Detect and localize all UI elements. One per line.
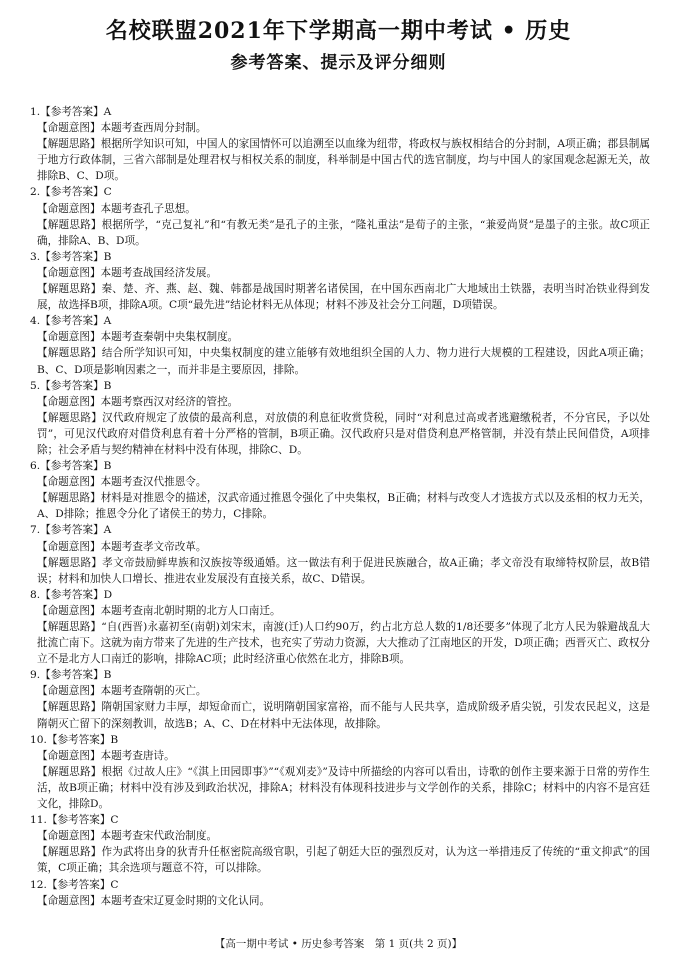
question-number: 12. bbox=[30, 878, 47, 891]
answer-list bbox=[30, 104, 650, 909]
question-10 bbox=[30, 732, 650, 812]
question-number: 10. bbox=[30, 733, 47, 746]
intent-line: 【命题意图】本题考查西周分封制。 bbox=[37, 122, 207, 135]
answer-line: 【参考答案】B bbox=[40, 669, 112, 682]
intent-line: 【命题意图】本题考查汉代推恩令。 bbox=[37, 476, 207, 489]
answer-line: 【参考答案】C bbox=[46, 878, 119, 891]
answer-line: 【参考答案】B bbox=[40, 250, 112, 263]
answer-line: 【参考答案】C bbox=[46, 814, 119, 827]
question-number: 11. bbox=[30, 814, 47, 827]
analysis-text: 【解题思路】结合所学知识可知，中央集权制度的建立能够有效地组织全国的人力、物力进行大规模的工程建设，因此A项正确；B、C、D项是影响因素之一，而并非是主要原因，排除。 bbox=[37, 347, 650, 376]
answer-line: 【参考答案】B bbox=[40, 379, 112, 392]
question-4 bbox=[30, 313, 650, 377]
analysis-text: 【解题思路】作为武将出身的狄青升任枢密院高级官职，引起了朝廷大臣的强烈反对，认为这一举措违反了传统的“重文抑武”的国策，C项正确；其余选项与题意不符，可以排除。 bbox=[37, 846, 650, 875]
intent-line: 【命题意图】本题考查孝文帝改革。 bbox=[37, 540, 207, 553]
page-subtitle: 参考答案、提示及评分细则 bbox=[230, 53, 447, 73]
analysis-text: 【解题思路】孝文帝鼓励鲜卑族和汉族按等级通婚。这一做法有利于促进民族融合，故A正确；孝文帝没有取缔特权阶层，故B错误；材料和加快人口增长、推进农业发展没有直接关系，故C、D错误。 bbox=[37, 556, 650, 585]
page-title: 名校联盟2021年下学期高一期中考试 • 历史 bbox=[105, 18, 572, 44]
analysis-text: 【解题思路】根据《过故人庄》“《淇上田园即事》”“《观刈麦》”及诗中所描绘的内容可以看出，诗歌的创作主要来源于日常的劳作生活，故B项正确；材料中没有涉及到政治状况，排除A；材料没有体现科技进步与文学创作的关系，排除C；材料中的内容不是宫廷文化，排除D。 bbox=[37, 765, 650, 811]
question-9 bbox=[30, 667, 650, 731]
question-number: 5. bbox=[30, 379, 41, 392]
question-3 bbox=[30, 249, 650, 313]
answer-line: 【参考答案】A bbox=[40, 315, 112, 328]
question-number: 8. bbox=[30, 588, 41, 601]
question-5 bbox=[30, 378, 650, 458]
intent-line: 【命题意图】本题考察西汉对经济的管控。 bbox=[37, 395, 239, 408]
intent-line: 【命题意图】本题考查战国经济发展。 bbox=[37, 266, 218, 279]
question-number: 9. bbox=[30, 669, 41, 682]
question-11 bbox=[30, 812, 650, 876]
analysis-text: 【解题思路】秦、楚、齐、燕、赵、魏、韩都是战国时期著名诸侯国，在中国东西南北广大地域出土铁器，表明当时冶铁业得到发展，故选择B项，排除A项。C项“最先进”结论材料无从体现；材料不涉及社会分工问题，D项错误。 bbox=[37, 283, 650, 312]
question-7 bbox=[30, 522, 650, 586]
intent-line: 【命题意图】本题考查唐诗。 bbox=[37, 749, 175, 762]
answer-line: 【参考答案】A bbox=[40, 106, 112, 118]
analysis-text: 【解题思路】汉代政府规定了放债的最高利息，对放债的利息征收赏贷税，同时“对利息过高或者逃避缴税者，不分官民，予以处罚”，可见汉代政府对借贷利息有着十分严格的管制，B项正确。汉代政府只是对借贷利息严格管制，并没有禁止民间借贷，A项排除；社会矛盾与契约精神在材料中没有体现，排除C、D。 bbox=[37, 411, 650, 456]
intent-line: 【命题意图】本题考查南北朝时期的北方人口南迁。 bbox=[37, 604, 281, 617]
answer-line: 【参考答案】B bbox=[46, 733, 119, 746]
intent-line: 【命题意图】本题考查秦朝中央集权制度。 bbox=[37, 331, 239, 344]
question-12 bbox=[30, 877, 650, 909]
answer-line: 【参考答案】D bbox=[40, 588, 113, 601]
intent-line: 【命题意图】本题考查隋朝的灭亡。 bbox=[37, 685, 207, 698]
question-number: 2. bbox=[30, 186, 41, 199]
analysis-text: 【解题思路】隋朝国家财力丰厚，却短命而亡，说明隋朝国家富裕，而不能与人民共享，造成阶级矛盾尖锐，引发农民起义，这是隋朝灭亡留下的深刻教训，故选B；A、C、D在材料中无法体现，故排除。 bbox=[37, 701, 650, 730]
question-number: 1. bbox=[30, 106, 41, 118]
intent-line: 【命题意图】本题考查宋辽夏金时期的文化认同。 bbox=[37, 894, 271, 907]
question-number: 7. bbox=[30, 524, 41, 537]
question-2 bbox=[30, 184, 650, 248]
answer-line: 【参考答案】A bbox=[40, 524, 112, 537]
question-number: 4. bbox=[30, 315, 41, 328]
analysis-text: 【解题思路】根据所学知识可知，中国人的家国情怀可以追溯至以血缘为纽带，将政权与族权相结合的分封制，A项正确；郡县制属于地方行政体制，三省六部制是处理君权与相权关系的制度，科举制是中国古代的选官制度，均与中国人的家国观念起源无关，故排除B、C、D项。 bbox=[37, 138, 650, 183]
question-1 bbox=[30, 104, 650, 184]
intent-line: 【命题意图】本题考查宋代政治制度。 bbox=[37, 830, 218, 843]
question-number: 3. bbox=[30, 250, 41, 263]
intent-line: 【命题意图】本题考查孔子思想。 bbox=[37, 202, 196, 215]
analysis-text: 【解题思路】材料是对推恩令的描述，汉武帝通过推恩令强化了中央集权，B正确；材料与改变人才选拔方式以及丞相的权力无关，A、D排除；推恩令分化了诸侯王的势力，C排除。 bbox=[37, 492, 650, 521]
question-number: 6. bbox=[30, 460, 41, 473]
page-footer: 【高一期中考试 • 历史参考答案 第 1 页(共 2 页)】 bbox=[214, 938, 463, 950]
answer-line: 【参考答案】B bbox=[40, 460, 112, 473]
analysis-text: 【解题思路】“自(西晋)永嘉初至(南朝)刘宋末，南渡(迁)人口约90万，约占北方总人数的1/8还要多”体现了北方人民为躲避战乱大批流亡南下。这就为南方带来了先进的生产技术，也充实了劳动力资源，大大推动了江南地区的开发，D项正确；西晋灭亡、政权分立不是北方人口南迁的影响，排除AC项；此时经济重心依然在北方，排除B项。 bbox=[37, 621, 650, 666]
question-6 bbox=[30, 458, 650, 522]
analysis-text: 【解题思路】根据所学，“克己复礼”和“有教无类”是孔子的主张，“隆礼重法”是荀子的主张，“兼爱尚贤”是墨子的主张。故C项正确，排除A、B、D项。 bbox=[37, 218, 650, 247]
question-8 bbox=[30, 587, 650, 667]
answer-line: 【参考答案】C bbox=[40, 186, 112, 199]
